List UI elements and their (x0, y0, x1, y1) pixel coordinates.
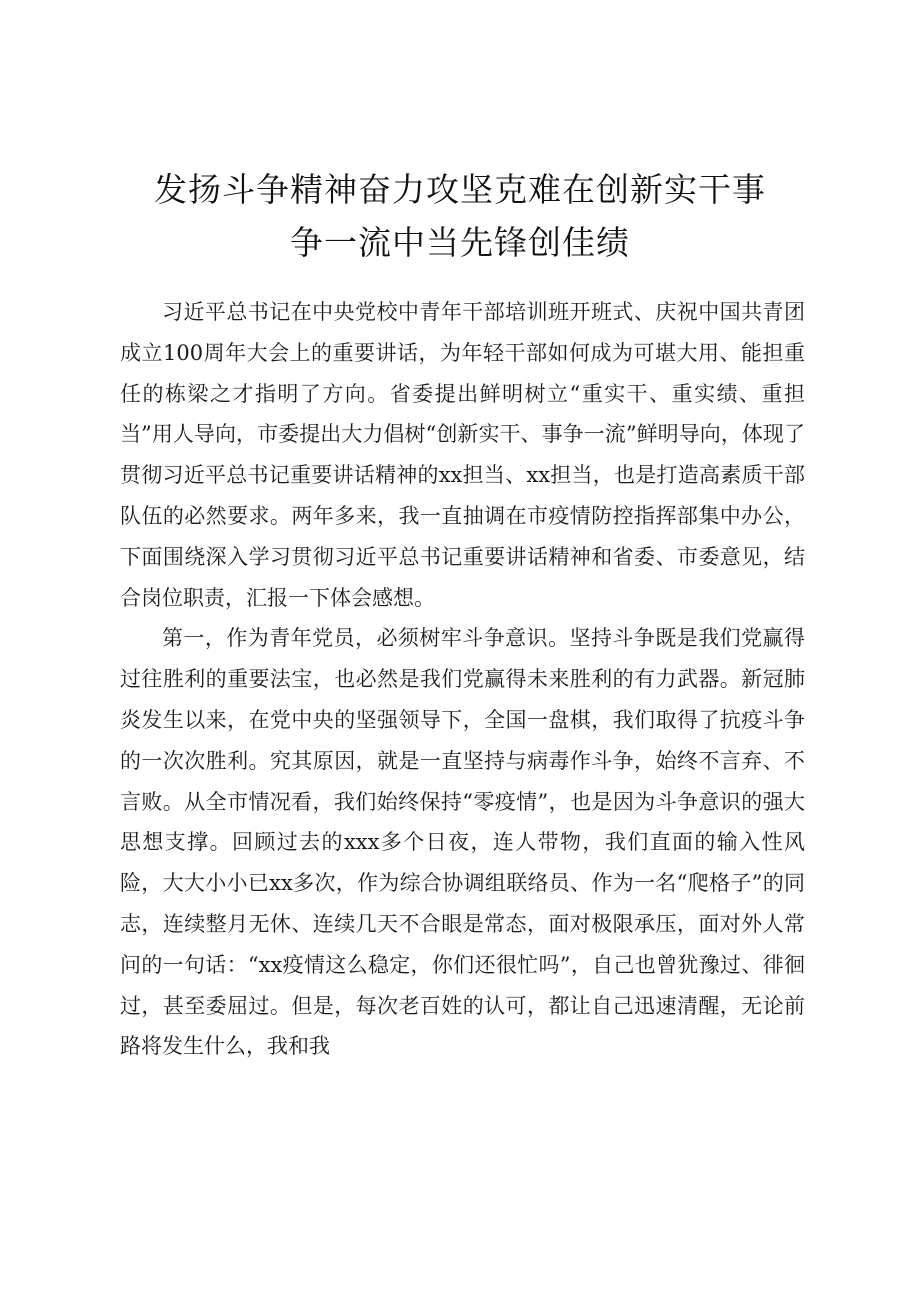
body-paragraph-2: 第一，作为青年党员，必须树牢斗争意识。坚持斗争既是我们党赢得过往胜利的重要法宝，也必然是我们党赢得未来胜利的有力武器。新冠肺炎发生以来，在党中央的坚强领导下，全国一盘棋，我们取得了抗疫斗争的一次次胜利。究其原因，就是一直坚持与病毒作斗争，始终不言弃、不言败。从全市情况看，我们始终保持“零疫情”，也是因为斗争意识的强大思想支撑。回顾过去的xxx多个日夜，连人带物，我们直面的输入性风险，大大小小已xx多次，作为综合协调组联络员、作为一名“爬格子”的同志，连续整月无休、连续几天不合眼是常态，面对极限承压，面对外人常问的一句话：“xx疫情这么稳定，你们还很忙吗”，自己也曾犹豫过、徘徊过，甚至委屈过。但是，每次老百姓的认可，都让自己迅速清醒，无论前路将发生什么，我和我 (120, 626, 805, 1059)
document-title-line-1: 发扬斗争精神奋力攻坚克难在创新实干事 (154, 170, 766, 209)
body-paragraph-1: 习近平总书记在中央党校中青年干部培训班开班式、庆祝中国共青团成立100周年大会上的重要讲话，为年轻干部如何成为可堪大用、能担重任的栋梁之才指明了方向。省委提出鲜明树立“重实干、重实绩、重担当”用人导向，市委提出大力倡树“创新实干、事争一流”鲜明导向，体现了贯彻习近平总书记重要讲话精神的xx担当、xx担当，也是打造高素质干部队伍的必然要求。两年多来，我一直抽调在市疫情防控指挥部集中办公，下面围绕深入学习贯彻习近平总书记重要讲话精神和省委、市委意见，结合岗位职责，汇报一下体会感想。 (120, 300, 805, 610)
document-title-line-2: 争一流中当先锋创佳绩 (290, 223, 630, 262)
document-body (120, 292, 805, 1067)
